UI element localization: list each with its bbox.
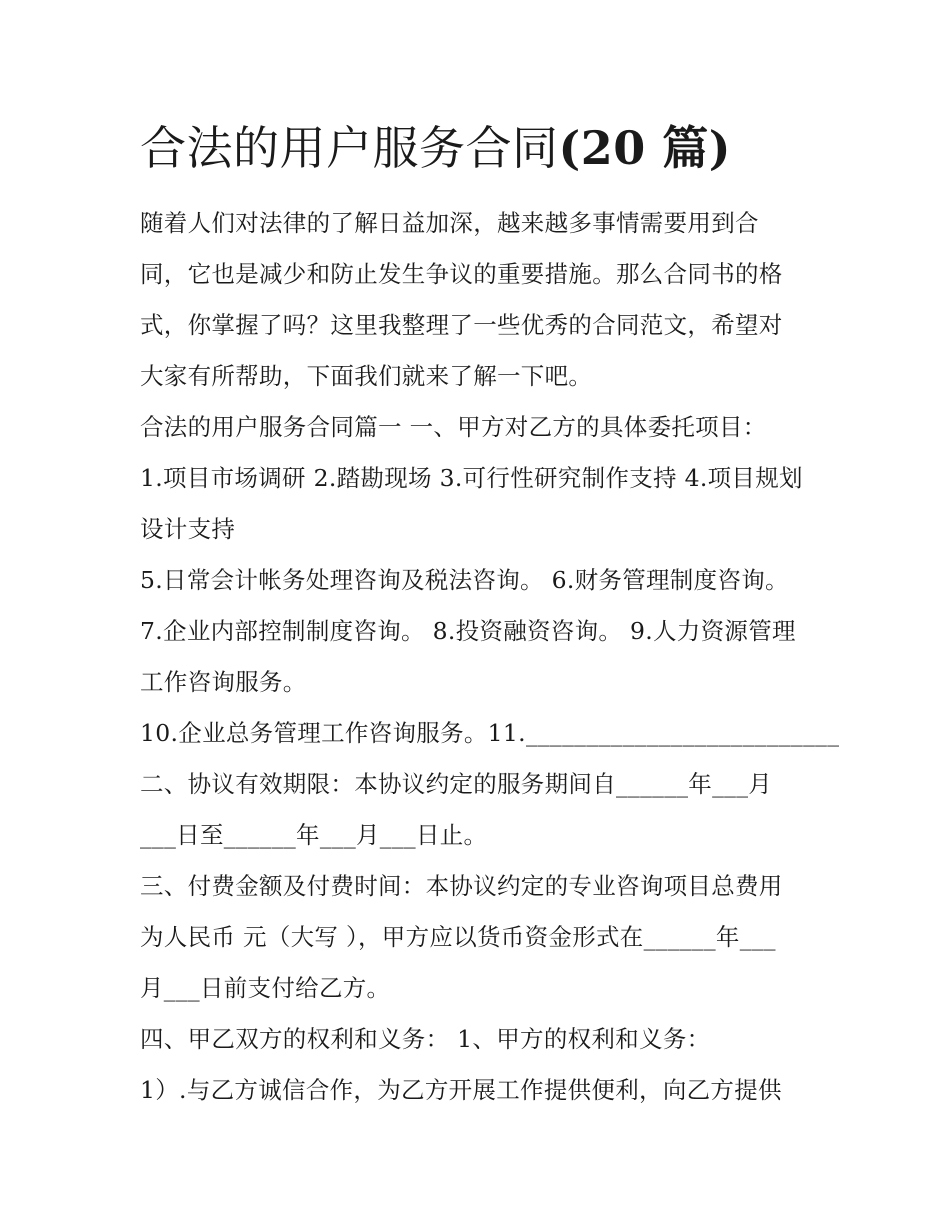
body-line: 大家有所帮助，下面我们就来了解一下吧。 [140,362,593,390]
body-line: 三、付费金额及付费时间：本协议约定的专业咨询项目总费用 [140,872,783,900]
body-line: 同，它也是减少和防止发生争议的重要措施。那么合同书的格 [140,260,783,288]
body-line: 月___日前支付给乙方。 [140,974,391,1002]
document-title [140,118,840,178]
body-line: 设计支持 [140,515,236,543]
document-body [140,198,840,1116]
body-line: 1）.与乙方诚信合作，为乙方开展工作提供便利，向乙方提供 [140,1076,782,1104]
title-main: 合法的用户服务合同 [140,121,559,175]
title-suffix: (20 篇) [558,121,732,175]
body-line: 合法的用户服务合同篇一 一、甲方对乙方的具体委托项目： [140,413,767,441]
body-line: 10.企业总务管理工作咨询服务。11.__________________________ [140,719,840,747]
body-line: 二、协议有效期限：本协议约定的服务期间自______年___月 [140,770,773,798]
body-line: ___日至______年___月___日止。 [140,821,488,849]
body-line: 式，你掌握了吗？这里我整理了一些优秀的合同范文，希望对 [140,311,783,339]
body-line: 7.企业内部控制制度咨询。 8.投资融资咨询。 9.人力资源管理 [140,617,796,645]
body-line: 工作咨询服务。 [140,668,307,696]
body-line: 随着人们对法律的了解日益加深，越来越多事情需要用到合 [140,209,759,237]
body-line: 为人民币 元（大写 ），甲方应以货币资金形式在______年___ [140,923,776,951]
body-line: 5.日常会计帐务处理咨询及税法咨询。 6.财务管理制度咨询。 [140,566,789,594]
body-line: 1.项目市场调研 2.踏勘现场 3.可行性研究制作支持 4.项目规划 [140,464,803,492]
body-line: 四、甲乙双方的权利和义务： 1、甲方的权利和义务： [140,1025,711,1053]
